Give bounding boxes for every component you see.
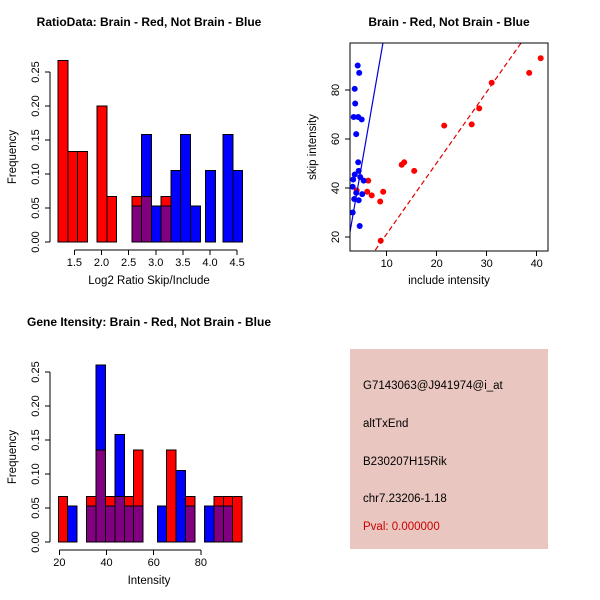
bar [223, 496, 232, 506]
data-point [356, 70, 362, 76]
y-axis-label: skip intensity [307, 114, 319, 180]
location-text: chr7.23206-1.18 [363, 493, 447, 505]
x-tick-label: 2.0 [93, 257, 110, 269]
data-point [469, 121, 475, 127]
bar [115, 435, 124, 497]
bar [161, 196, 171, 206]
x-tick-label: 4.0 [202, 257, 218, 269]
gene-info-box [350, 349, 548, 549]
y-tick-label: 0.15 [30, 429, 42, 451]
data-point [377, 199, 383, 205]
y-tick-label: 60 [330, 132, 342, 146]
bar [78, 152, 88, 242]
y-axis-label: Frequency [7, 129, 19, 185]
bar [233, 171, 243, 242]
bar-overlap [214, 506, 223, 542]
y-tick-label: 0.05 [30, 497, 42, 519]
data-point [526, 70, 532, 76]
bar [96, 365, 105, 450]
data-point [359, 191, 365, 197]
bar [171, 171, 181, 242]
y-axis [330, 84, 350, 243]
data-point [401, 159, 407, 165]
y-axis-label: Frequency [7, 429, 19, 485]
x-tick-label: 20 [53, 557, 66, 569]
points-not-brain [350, 63, 367, 229]
bar [176, 471, 185, 542]
bar-overlap [96, 450, 105, 542]
y-tick-label: 0.10 [30, 463, 42, 485]
y-axis [30, 61, 50, 252]
x-tick-label: 1.5 [66, 257, 83, 269]
x-tick-label: 60 [147, 557, 160, 569]
data-point [355, 159, 361, 165]
data-point [411, 168, 417, 174]
x-tick-label: 3.5 [175, 257, 191, 269]
y-tick-label: 0.20 [30, 95, 42, 117]
bar-overlap [134, 506, 143, 542]
y-tick-label: 0.15 [30, 129, 42, 151]
data-point [356, 197, 362, 203]
y-axis [30, 361, 50, 552]
gene-intensity-histogram-panel [0, 300, 300, 600]
bar [151, 206, 161, 242]
bar [167, 450, 176, 542]
x-tick-label: 10 [380, 258, 393, 270]
bar [204, 506, 213, 542]
y-tick-label: 20 [330, 230, 342, 244]
bar-overlap [132, 206, 142, 242]
x-tick-label: 80 [194, 557, 207, 569]
bar [97, 106, 107, 242]
chart-title: Brain - Red, Not Brain - Blue [368, 15, 530, 29]
y-tick-label: 0.25 [30, 361, 42, 383]
data-point [369, 192, 375, 198]
bar [186, 496, 195, 506]
ratio-histogram-panel [0, 0, 300, 300]
data-point [441, 123, 447, 129]
bar [181, 135, 191, 242]
y-tick-label: 0.05 [30, 197, 42, 219]
probe-id-text: G7143063@J941974@i_at [363, 380, 503, 392]
bar [132, 196, 142, 206]
y-tick-label: 0.10 [30, 163, 42, 185]
data-point [380, 189, 386, 195]
x-axis [381, 251, 543, 270]
bar-overlap [223, 506, 232, 542]
y-tick-label: 80 [330, 83, 342, 97]
intensity-scatter-chart [300, 0, 600, 300]
bar [190, 206, 200, 242]
y-tick-label: 0.00 [30, 531, 42, 553]
bar [68, 152, 78, 242]
bar [206, 171, 216, 242]
data-point [352, 101, 358, 107]
data-point [361, 178, 367, 184]
fit-line-not-brain [346, 39, 384, 257]
data-point [538, 55, 544, 61]
bar [58, 496, 67, 542]
data-point [352, 86, 358, 92]
bar [107, 196, 117, 242]
data-point [357, 223, 363, 229]
chart-title: RatioData: Brain - Red, Not Brain - Blue [36, 15, 262, 29]
gene-intensity-histogram-chart [0, 300, 300, 600]
x-axis-label: Log2 Ratio Skip/Include [88, 275, 210, 287]
intensity-scatter-panel [300, 0, 600, 300]
histogram-bars [58, 365, 242, 542]
histogram-bars [58, 60, 242, 242]
x-tick-label: 2.5 [121, 257, 137, 269]
bar-overlap [161, 206, 171, 242]
x-axis-label: Intensity [127, 575, 171, 587]
y-tick-label: 0.00 [30, 231, 42, 253]
bar [87, 496, 96, 506]
x-tick-label: 40 [100, 557, 113, 569]
x-axis-label: include intensity [408, 275, 490, 287]
data-point [353, 131, 359, 137]
y-tick-label: 40 [330, 181, 342, 195]
y-tick-label: 0.20 [30, 395, 42, 417]
pval-text: Pval: 0.000000 [363, 521, 440, 533]
x-tick-label: 20 [430, 258, 443, 270]
data-point [355, 63, 361, 69]
points-brain [354, 55, 544, 244]
gene-symbol-text: B230207H15Rik [363, 456, 447, 468]
y-tick-label: 0.25 [30, 61, 42, 83]
ratio-histogram-chart [0, 0, 300, 300]
gene-info-panel [300, 300, 600, 600]
x-tick-label: 40 [530, 258, 543, 270]
x-axis [67, 250, 245, 269]
plot-box [350, 43, 548, 251]
splice-type-text: altTxEnd [363, 418, 409, 430]
x-axis [53, 550, 207, 569]
bar-overlap [186, 506, 195, 542]
bar [223, 135, 233, 242]
data-point [350, 184, 356, 190]
bar [142, 135, 152, 197]
bar [124, 496, 133, 506]
bar [105, 496, 114, 506]
bar [214, 496, 223, 506]
chart-title: Gene Itensity: Brain - Red, Not Brain - Blue [26, 315, 272, 329]
bar-overlap [124, 506, 133, 542]
bar [134, 450, 143, 506]
data-point [359, 116, 365, 122]
x-tick-label: 3.0 [148, 257, 164, 269]
bar [157, 506, 166, 542]
bar-overlap [87, 506, 96, 542]
x-tick-label: 4.5 [229, 257, 245, 269]
bar-overlap [142, 196, 152, 242]
bar-overlap [105, 506, 114, 542]
bar [68, 506, 77, 542]
bar [233, 496, 242, 542]
bar [58, 60, 68, 242]
fit-line-brain [371, 39, 525, 257]
x-tick-label: 30 [480, 258, 493, 270]
bar-overlap [115, 496, 124, 542]
